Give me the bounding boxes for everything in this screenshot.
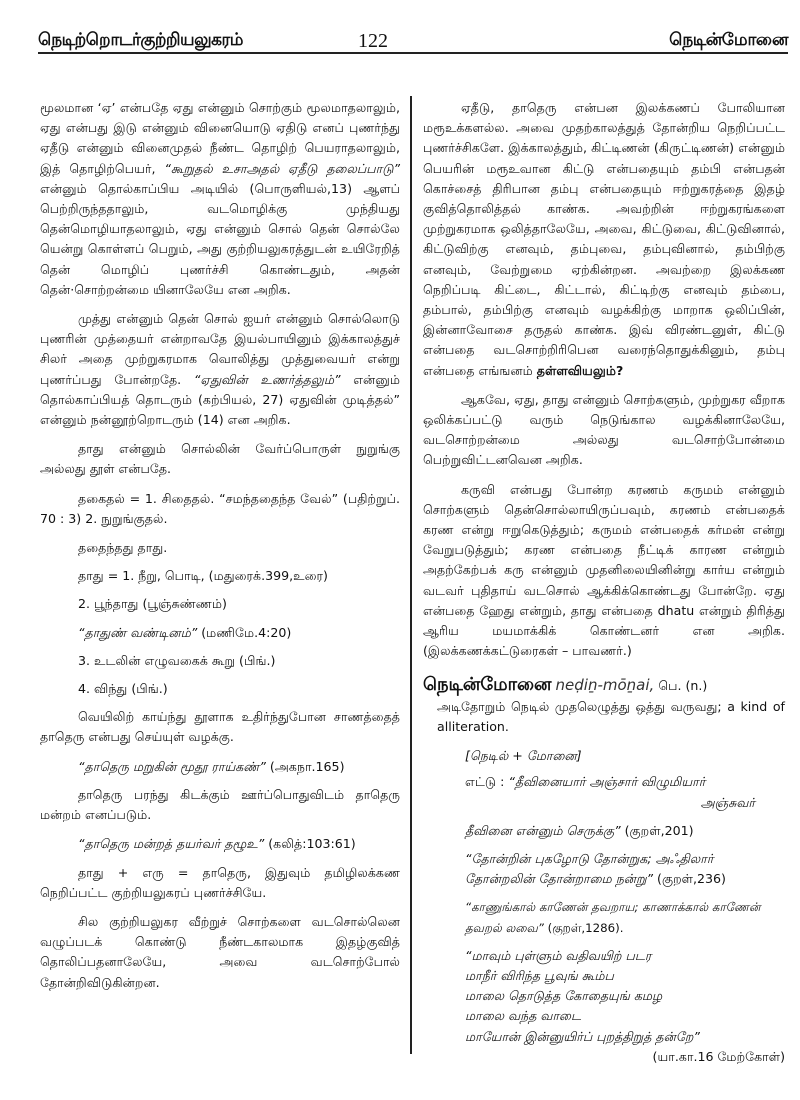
entry-pos-english: (n.) <box>685 678 708 694</box>
paragraph: தாது + எரு = தாதெரு, இதுவும் தமிழிலக்கண நெறிப்பட்ட குற்றியலுகரப் புணர்ச்சியே. <box>40 864 400 900</box>
paragraph-text: ஏதீடு, தாதெரு என்பன இலக்கணப் போலியான மரூஉக்களல்ல. அவை முதற்காலத்துத் தோன்றிய நெறிப்பட்ட புணர்ச்சிகளே. இக்காலத்தும், கிட்டிணன் (கிருட்டிணன்) என்னும் பெயரின் மரூஉவான கிட்டு என்பதையும் தம்பி என்பதன் கொச்சைத் திரிபான தம்பு என்பதையும் ஈற்றுகரத்தை இதழ் குவித்தொலித்தல் காண்க. அவற்றின் ஈற்றுகரங்களை முற்றுகரமாக ஒலித்தாலேயே, அவை, கிட்டுவை, கிட்டுவினால், கிட்டுவிற்கு எனவும், தம்புவை, தம்புவினால், தம்பிற்கு எனவும், வேற்றுமை ஏற்கின்றன. அவற்றை இலக்கண நெறிப்படி கிட்டை, கிட்டால், கிட்டிற்கு எனவும் தம்பை, தம்பால், தம்பிற்கு எனவும் வழக்கிற்கு மாறாக ஒலிப்பின், இன்னாவோசை தருதல் காண்க. இவ் விரண்டனுள், கிட்டு என்பதை வடசொற்றிரிபென வரைந்தொதுக்கினும், தம்பு என்பதை எங்ஙனம் <box>423 100 785 378</box>
quotation: “ஏதுவின் உணர்த்தலும்” <box>193 371 341 387</box>
paragraph: தாது என்னும் சொல்லின் வேர்ப்பொருள் நுறுங்கு அல்லது தூள் என்பதே. <box>40 441 400 477</box>
paragraph: தகைதல் = 1. சிதைதல். “சமந்ததைந்த வேல்” (பதிற்றுப். 70 : 3) 2. நுறுங்குதல். <box>40 490 400 526</box>
paragraph <box>40 98 400 300</box>
column-divider <box>410 96 412 1054</box>
quotation: “தோன்றின் புகழோடு தோன்றுக; அஃதிலார் தோன்றலின் தோன்றாமை நன்று” <box>465 850 714 887</box>
meaning-item: தாது = 1. நீறு, பொடி, (மதுரைக்.399,உரை) <box>78 568 328 584</box>
header-last-word: நெடின்மோனை <box>669 30 788 50</box>
poem-line: மாநீர் விரிந்த பூவுங் கூம்ப <box>465 967 614 983</box>
paragraph: சில குற்றியலுகர வீற்றுச் சொற்களை வடசொல்லென வழுப்படக் கொண்டு நீண்டகாலமாக இதழ்குவித் தொலிப்பதனாலேயே, அவை வடசொற்போல் தோன்றிவிடுகின்றன. <box>40 913 400 990</box>
paragraph: கருவி என்பது போன்ற கரணம் கருமம் என்னும் சொற்களும் தென்சொல்லாயிருப்பவும், கரணம் என்பதைக் கரண என்று ஈறுகெடுத்தும்; கருமம் என்பதைக் கர்மன் என்று வேறுபடுத்தும்; கரண என்பதை நீட்டிக் காரண என்றும் அதற்கேற்பக் கரு என்னும் முதனிலையினின்று கார்ய என்றும் வடவர் புதிதாய் வடசொல் ஆக்கிக்கொண்டது போன்றே. ஏது என்பதை ஹேது என்றும், தாது என்பதை dhatu என்றும் திரித்து ஆரிய மயமாக்கிக் கொண்டனர் என அறிக. (இலக்கணக்கட்டுரைகள் – பாவணர்.) <box>423 481 785 659</box>
header-rule <box>38 52 788 54</box>
example-kural-201-end <box>423 821 785 841</box>
poem-line: “மாவும் புள்ளும் வதிவயிற் படர <box>465 947 652 963</box>
paragraph <box>40 309 400 430</box>
entry-header-line <box>423 675 785 696</box>
example-line: “தீவினையார் அஞ்சார் விழுமியார் <box>508 774 706 790</box>
poem-line: மாலை தொடுத்த கோதையுங் கமழ <box>465 988 663 1004</box>
example-poem <box>423 946 785 1067</box>
citation-ref: (மணிமே.4:20) <box>197 624 292 640</box>
example-label: எட்டு : <box>465 774 509 790</box>
paragraph-text: முத்து என்னும் தென் சொல் ஐயர் என்னும் சொல்லொடு புணரின் முத்தையர் என்றாவதே இயல்பாயினும் இக்காலத்துச் சிலர் அதை முற்றுகரமாக வொலித்து முத்துவையர் என்று புணர்ப்பது போன்றதே. <box>40 311 400 387</box>
paragraph-text: என்னும் தொல்காப்பிய அடியில் (பொருளியல்,13) ஆளப் பெற்றிருந்ததாலும், வடமொழிக்கு முந்தியது தென்மொழியாதலாலும், ஏது என்னும் சொல் தென் சொல்லே யென்று கொள்ளப் பெறும், அது குற்றியலுகரத்துடன் உயிரேறித் தென் மொழிப் புணர்ச்சி கொண்டதும், அதன் தென்·சொற்றன்மை யினாலேயே என அறிக. <box>40 180 400 297</box>
example-kural-1286 <box>423 897 785 937</box>
poem-line: மாலை வந்த வாடை <box>465 1008 582 1024</box>
paragraph <box>423 98 785 381</box>
meaning-item: 3. உடலின் எழுவகைக் கூறு (பிங்.) <box>78 652 276 668</box>
entry-definition: அடிதோறும் நெடில் முதலெழுத்து ஒத்து வருவது; a kind of alliteration. <box>437 698 785 734</box>
meaning-item: 2. பூந்தாது (பூஞ்சுண்ணம்) <box>78 596 227 612</box>
page-header <box>38 30 788 54</box>
citation <box>40 757 400 777</box>
example-kural-236 <box>423 849 785 889</box>
quotation: “தாதெரு மறுகின் மூதூ ராய்கண்” <box>78 758 266 774</box>
header-first-word: நெடிற்றொடர்குற்றியலுகரம் <box>38 30 243 50</box>
quotation: “தாதெரு மன்றத் தயர்வர் தழூஉ” <box>78 836 265 852</box>
dictionary-entry <box>423 675 785 1066</box>
quotation: “தாதுண் வண்டினம்” <box>78 624 198 640</box>
paragraph: தாதெரு பரந்து கிடக்கும் ஊர்ப்பொதுவிடம் தாதெரு மன்றம் எனப்படும். <box>40 786 400 823</box>
example-kural-201 <box>423 772 785 812</box>
quotation: “காணுங்கால் காணேன் தவறாய; காணாக்கால் காணேன் தவறல் லவை” <box>465 900 761 935</box>
paragraph-text: மூலமான ‘ஏ’ என்பதே ஏது என்னும் சொற்கும் மூலமாதலாலும், ஏது என்பது இடு என்னும் வினையொடு ஏதிடு எனப் புணர்ந்து ஏதீடு என்னும் வினைமுதல் நீண்ட தொழிற் பெயராதலாலும், இத் தொழிற்பெயர், <box>40 100 400 176</box>
example-line: தீவினை என்னும் செருக்கு” <box>465 822 621 838</box>
paragraph-text: தள்ளவியலும்? <box>536 362 624 378</box>
citation-ref: (குறள்,1286). <box>543 920 624 935</box>
paragraph-text: என்னும் தொல்காப்பியத் தொடரும் (கற்பியல், 27) ஏதுவின் முடித்தல்” என்னும் நன்னூற்றொடரும் (14) என அறிக. <box>40 371 400 428</box>
citation-ref: (குறள்,201) <box>620 822 694 838</box>
right-column <box>423 98 785 1067</box>
left-column <box>40 98 400 1002</box>
citation <box>40 834 400 854</box>
entry-pos-tamil: பெ. <box>658 678 682 694</box>
citation-ref: (கலித்:103:61) <box>264 836 356 852</box>
citation-ref: (குறள்,236) <box>653 871 726 887</box>
citation <box>40 623 400 643</box>
page-number: 122 <box>358 30 388 52</box>
example-line: அஞ்சுவர் <box>700 794 755 810</box>
quotation: “கூறுதல் உசாஅதல் ஏதீடு தலைப்பாடு” <box>164 160 400 176</box>
entry-transliteration: neḍiṉ-mōṉai, <box>555 676 655 695</box>
poem-line: மாயோன் இன்னுயிர்ப் புறத்திறுத் தன்றே” <box>465 1028 700 1044</box>
entry-derivation: [நெடில் + மோனை] <box>465 748 582 764</box>
paragraph: ததைந்தது தாது. <box>78 540 168 556</box>
citation-ref: (அகநா.165) <box>265 758 345 774</box>
meaning-item: 4. விந்து (பிங்.) <box>78 681 168 697</box>
paragraph: ஆகவே, ஏது, தாது என்னும் சொற்களும், முற்றுகர வீறாக ஒலிக்கப்பட்டு வரும் நெடுங்கால வழக்கினாலேயே, வடசொற்றன்மை அல்லது வடசொற்போன்மை பெற்றுவிட்டனவென அறிக. <box>423 391 785 468</box>
entry-headword: நெடின்மோனை <box>423 674 552 696</box>
poem-citation: (யா.கா.16 மேற்கோள்) <box>652 1048 785 1064</box>
paragraph: வெயிலிற் காய்ந்து தூளாக உதிர்ந்துபோன சாணத்தைத் தாதெரு என்பது செய்யுள் வழக்கு. <box>40 709 400 745</box>
